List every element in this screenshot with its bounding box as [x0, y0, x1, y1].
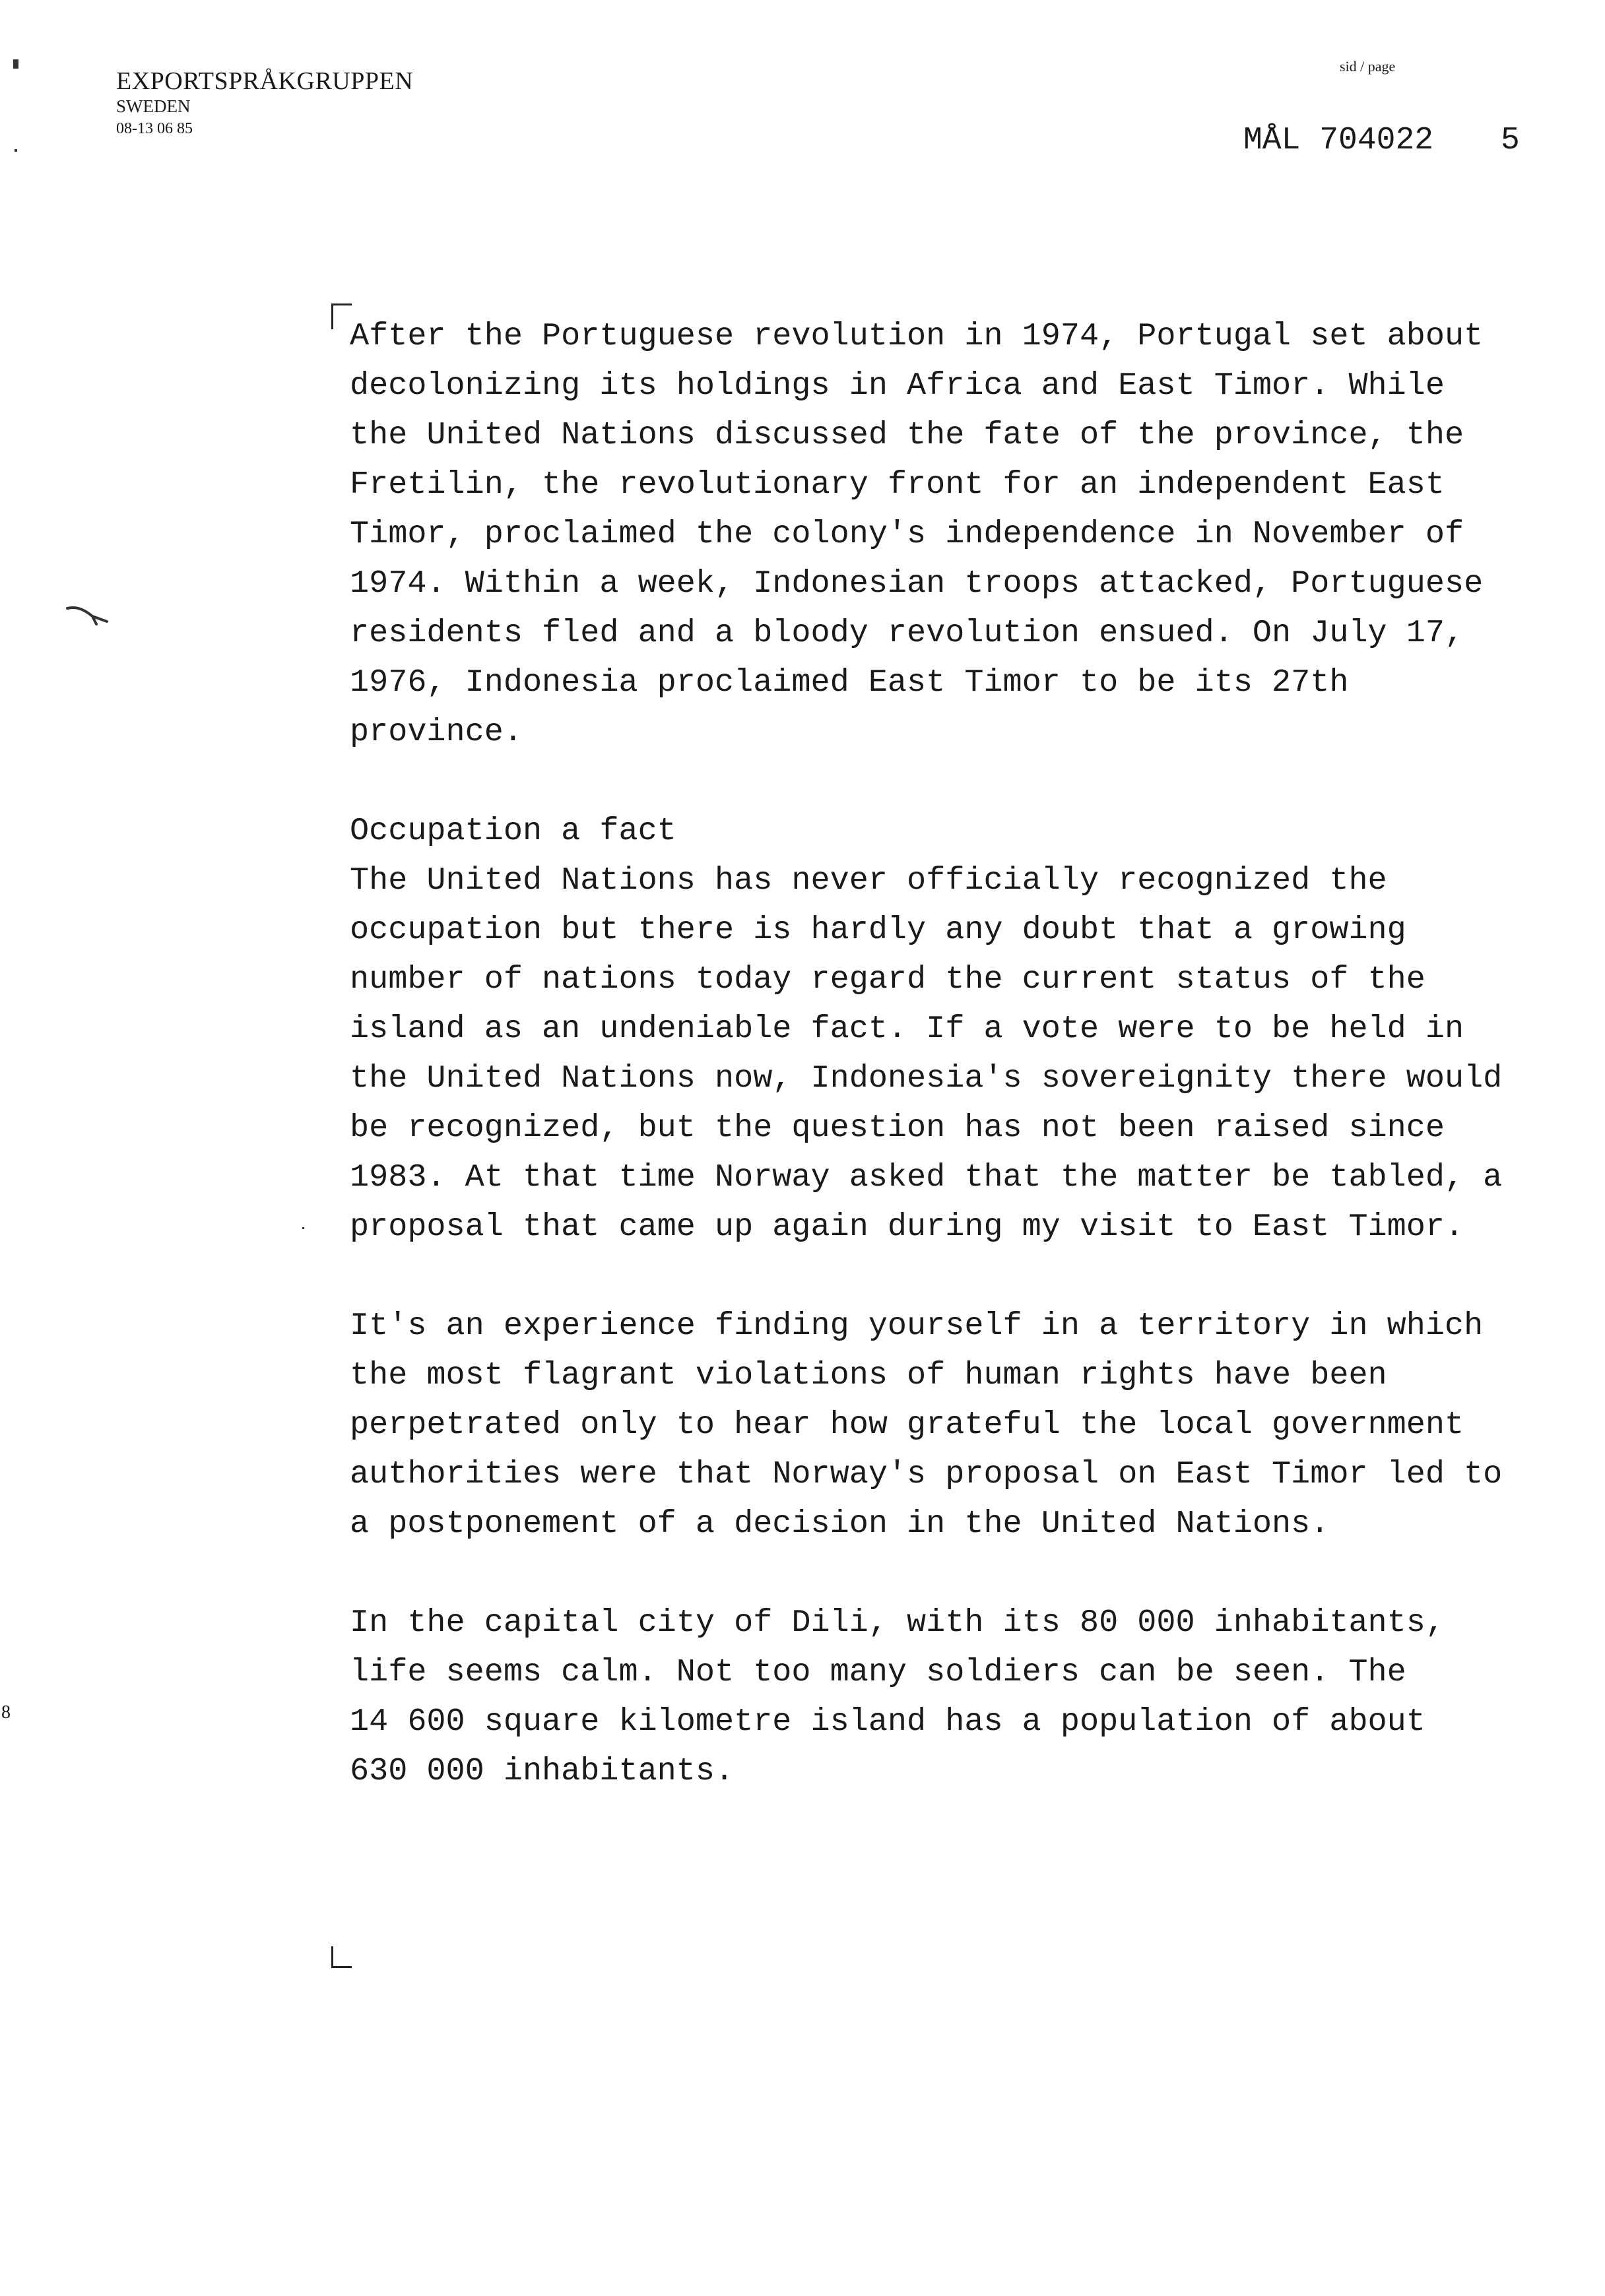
scan-speck — [15, 149, 17, 152]
document-body — [350, 311, 1590, 1845]
document-reference: MÅL 704022 — [1243, 123, 1434, 158]
scan-speck — [302, 1227, 304, 1229]
margin-scribble-mark — [66, 602, 112, 628]
organization-country: SWEDEN — [116, 96, 191, 116]
organization-phone: 08-13 06 85 — [116, 120, 193, 137]
bottom-left-bracket-mark — [331, 1946, 352, 1968]
top-left-bracket-mark — [331, 303, 352, 329]
section-heading: Occupation a fact — [350, 813, 676, 849]
paragraph-dili: In the capital city of Dili, with its 80 000 inhabitants, life seems calm. Not too many soldiers can be seen. The 14 600 square kilometre island has a population of about 630 000 inhabitants. — [350, 1605, 1445, 1789]
paragraph-experience: It's an experience finding yourself in a territory in which the most flagrant violations of human rights have been perpetrated only to hear how grateful the local government authorities were that Norway's proposal on East Timor led to a postponement of a decision in the United Nations. — [350, 1308, 1503, 1542]
margin-number: 8 — [1, 1702, 11, 1723]
paragraph-revolution: After the Portuguese revolution in 1974, Portugal set about decolonizing its holdings in Africa and East Timor. While the United Nations discussed the fate of the province, the Fretilin, the revolutionary front for an independent East Timor, proclaimed the colony's independence in November of 1974. Within a week, Indonesian troops attacked, Portuguese residents fled and a bloody revolution ensued. On July 17, 1976, Indonesia proclaimed East Timor to be its 27th province. — [350, 318, 1484, 750]
scan-speck — [13, 59, 18, 69]
letterhead — [116, 69, 413, 137]
paragraph-occupation: The United Nations has never officially recognized the occupation but there is hardly any doubt that a growing number of nations today regard the current status of the island as an undeniable fact. If a vote were to be held in the United Nations now, Indonesia's sovereignity there would be recognized, but the question has not been raised since 1983. At that time Norway asked that the matter be tabled, a proposal that came up again during my visit to East Timor. — [350, 862, 1503, 1245]
organization-name: EXPORTSPRÅKGRUPPEN — [116, 67, 414, 95]
page-label: sid / page — [1340, 58, 1396, 75]
page-number: 5 — [1501, 123, 1520, 158]
